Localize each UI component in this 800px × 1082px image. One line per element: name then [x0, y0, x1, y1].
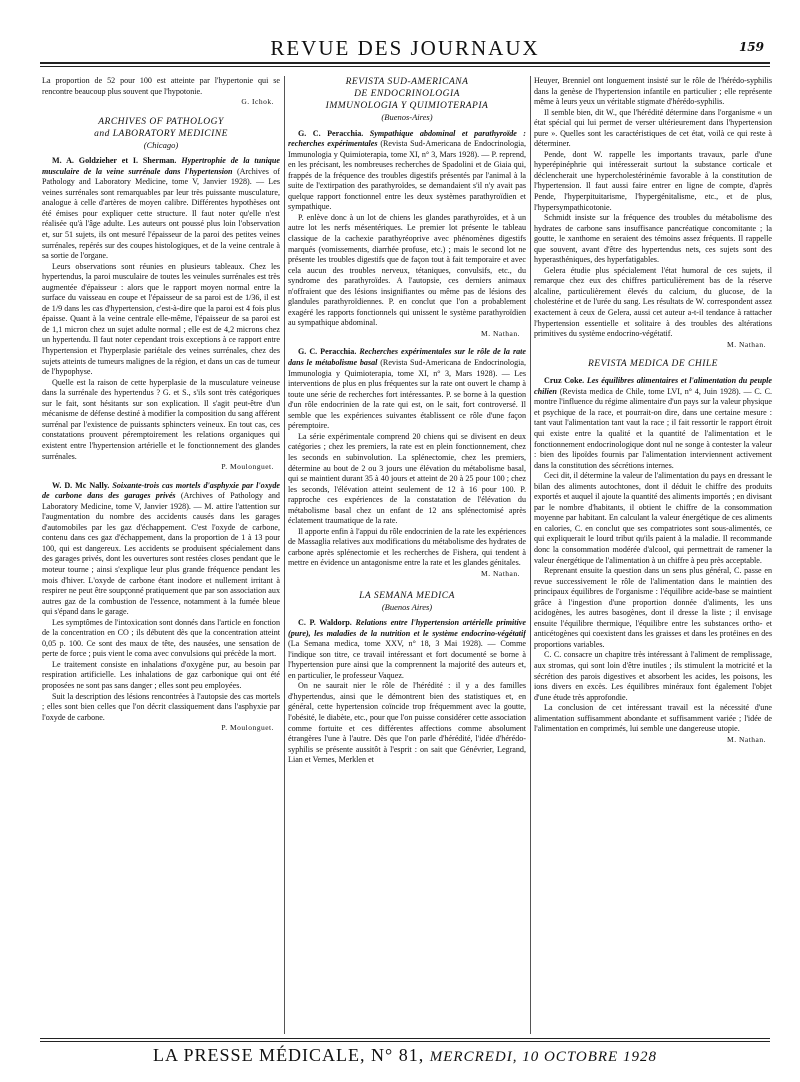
- header-rule: [40, 62, 770, 67]
- signature: P. Moulonguet.: [221, 723, 274, 733]
- page-number: 159: [738, 40, 764, 54]
- article-title: Sympathique abdominal et parathyroïde : recherches expérimentales: [288, 128, 526, 149]
- footer-rule: [40, 1038, 770, 1042]
- article-author: W. D. Mc Nally.: [52, 480, 110, 490]
- article-paragraph: On ne saurait nier le rôle de l'hérédité : il y a des familles d'hypertendus, ainsi que le démontrent bien des statistiques et, en général, cette hypertension coïncide trop fréquemment avec la goutte, l'obésité, le diabète, etc., pour que l'on puisse considérer cette association comme fortuite et ces différentes affections comme absolument étrangères l'une à l'autre. Dès que l'on parle d'hérédité, l'idée d'hérédo-syphilis se présente aussitôt à l'esprit : on sait que Génévrier, Legrand, Lian et Vernes, Merklen et: [288, 681, 526, 765]
- article-paragraph: Le traitement consiste en inhalations d'oxygène pur, au besoin par respiration artificielle. Les inhalations de gaz carbonique qui ont été proposées ne sont pas sans danger ; elles sont peu employées.: [42, 659, 280, 690]
- footer-text: [40, 1045, 770, 1066]
- section-title: LA SEMANA MEDICA: [359, 590, 455, 601]
- article-paragraph: Leurs observations sont réunies en plusieurs tableaux. Chez les hypertendus, la paroi musculaire de toutes les veinules surrénales est très augmentée d'épaisseur : alors que le rapport moyen normal entre la surface du vaisseau en coupe et l'épaisseur de sa paroi est de 1/36, il est de 1/9 dans les cas d'hypertension, c'est-à-dire que la paroi est 4 fois plus épaisse. Quant à la veine centrale elle-même, l'épaisseur de sa paroi est de 1,1 micron chez un sujet adulte normal ; elle est de 4,2 microns chez un hypertendu. Il faut noter cependant trois exceptions à ce rapport entre l'hypertension et l'hyperplasie pariétale des veines surrénales, chez des sujets atteints de tumeurs malignes de la région, et dans un cas de tumeur de l'hypophyse.: [42, 261, 280, 377]
- footer-date: MERCREDI, 10 OCTOBRE 1928: [429, 1049, 657, 1065]
- article-reference: (Revista Sud-Americana de Endocrinologia, Immunologia y Quimioterapia, tome XI, n° 3, Mars 1928). — P. reprend, en les précisant, les nombreuses recherches de Spadolini et de Giaia qui, frappés de la fréquence des troubles digestifs présentés par l'animal à la suite de l'extirpation des parathyroïdes, se demandaient s'il n'y avait pas quelque rapport fonctionnel entre les deux systèmes parathyroïdien et sympathique.: [288, 139, 526, 212]
- intro-paragraph: La proportion de 52 pour 100 est atteinte par l'hypertonie qui se rencontre beaucoup plus souvent que l'hypotonie.: [42, 76, 280, 96]
- article-paragraph: [288, 347, 526, 431]
- column-1: [42, 76, 280, 1034]
- article-paragraph: Les symptômes de l'intoxication sont donnés dans l'article en fonction de la concentration en CO ; ils débutent dès que la concentration atteint 0,05 p. 100. Ce sont des maux de tête, des nausées, une sensation de perte de force ; puis vient le coma avec convulsions qui précède la mort.: [42, 617, 280, 659]
- article-paragraph: Schmidt insiste sur la fréquence des troubles du métabolisme des hydrates de carbone sans insuffisance pancréatique concomitante ; la goutte, le xanthome en seraient des témoins assez fréquents. Il rappelle que souvent, avant d'être des hypertendus nets, ces sujets sont des hyperasthéniques, des hyperfatigables.: [534, 213, 772, 265]
- signature: M. Nathan.: [481, 568, 520, 578]
- article-paragraph: [42, 481, 280, 618]
- column-3: [534, 76, 772, 1034]
- article-paragraph: Suit la description des lésions rencontrées à l'autopsie des cas mortels ; elles sont bien celles que l'on décrit classiquement dans l'asphyxie par l'oxyde de carbone.: [42, 691, 280, 722]
- article-paragraph: [288, 618, 526, 681]
- article-paragraph: [42, 156, 280, 261]
- column-2: [288, 76, 526, 1034]
- section-title: REVISTA MEDICA DE CHILE: [588, 359, 718, 370]
- article-reference: (La Semana medica, tome XXV, n° 18, 3 Mai 1928). — Comme l'indique son titre, ce travail intéressant et fort documenté se borne à l'hypertension pure ainsi que la comprennent la majorité des auteurs et, en particulier, le professeur Vaquez.: [288, 639, 526, 680]
- article-paragraph: [534, 376, 772, 471]
- article-paragraph: Pende, dont W. rappelle les importants travaux, parle d'une hyperépinéphrie qui intéresserait surtout la substance corticale et déclencherait une hypercholestérinémie favorable à la constitution de l'hypertension. Il faut aussi faire entrer en ligne de compte, d'après Pende, l'hyperpituitarisme, l'hypergénitalisme, etc., et de plus, l'hypersympathicotonie.: [534, 149, 772, 212]
- article-paragraph: Ceci dit, il détermine la valeur de l'alimentation du pays en dressant le bilan des aliments autochtones, dont il déduit le chiffre des produits exportés et auquel il ajoute la quantité des aliments importés ; en divisant par le nombre d'habitants, il obtient le chiffre de la consommation moyenne par habitant. En calculant la valeur énergétique de ces aliments en calories, C. en conclut que ses compatriotes sont sous-alimentés, ce qui expliquerait le lourd tribut qu'ils paient à la maladie. Il recommande donc la consommation modérée d'alcool, qui permettrait de ramener la valeur énergétique de l'alimentation à un chiffre à peu près acceptable.: [534, 471, 772, 565]
- article-paragraph: La conclusion de cet intéressant travail est la nécessité d'une alimentation suffisamment abondante et suffisamment variée ; l'idée de l'alimentation en comprimés, lui semble une dangereuse utopie.: [534, 703, 772, 734]
- article-title: Hypertrophie de la tunique musculaire de la veine surrénale dans l'hypertension: [42, 156, 280, 176]
- signature: M. Nathan.: [727, 339, 766, 349]
- signature: M. Nathan.: [727, 734, 766, 744]
- article-author: C. P. Waldorp.: [298, 618, 352, 628]
- signature: M. Nathan.: [481, 328, 520, 338]
- article-paragraph: C. C. consacre un chapitre très intéressant à l'aliment de remplissage, aux stromas, qui sont loin d'être inutiles ; ils stimulent la motricité et la sécrétion des parois digestives et absorbent les acides, les poisons, les ions divers en excès. Les équilibres minéraux font également l'objet d'une étude très approfondie.: [534, 650, 772, 702]
- article-paragraph: La série expérimentale comprend 20 chiens qui se divisent en deux catégories ; chez les premiers, la rate est en plein fonctionnement, chez les seconds en subinvolution. La splénectomie, chez les premiers, détermine au bout de 2 ou 3 jours une élévation du métabolisme basal, qui se maintient durant 35 à 40 jours et atteint de 20 à 25 pour 100 ; chez les seconds, l'élévation atteint seulement de 12 à 16 pour 100. P. rapproche ces expériences de la constatation de l'élévation du métabolisme basal chez un enfant de 12 ans splénectomisé après éclatement traumatique de la rate.: [288, 431, 526, 526]
- signature: G. Ichok.: [241, 97, 274, 107]
- article-author: Cruz Coke.: [544, 376, 585, 386]
- journal-section-title: REVUE DES JOURNAUX: [270, 36, 540, 60]
- article-title: Relations entre l'hypertension artérielle primitive (pure), les maladies de la nutrition et le système endocrino-végétatif: [288, 618, 526, 638]
- article-reference: (Revista Sud-Americana de Endocrinologia, Immunologia y Quimioterapia, tome XI, n° 3, Mars 1928). — Les interventions de plus en plus fréquentes sur la rate ont ouvert le champ à toute une série de recherches fort intéressantes. P. se borne à la question d'un rôle endocrinien de la rate qui est, on le sait, fort controversé. Il semble que les expériences suivantes établissent ce rôle d'une façon péremptoire.: [288, 358, 526, 431]
- signature: P. Moulonguet.: [221, 462, 274, 472]
- section-city: (Buenos Aires): [381, 601, 433, 612]
- section-city: (Chicago): [143, 139, 179, 150]
- article-columns: [42, 76, 772, 1034]
- article-author: M. A. Goldzieher et I. Sherman.: [52, 156, 177, 166]
- page-header: [40, 28, 770, 68]
- article-paragraph: P. enlève donc à un lot de chiens les glandes parathyroïdes, et à un autre lot les nerfs mésentériques. Le premier lot présente le tableau classique de la cachexie parathyréoprive avec phénomènes digestifs marqués (vomissements, diarrhée profuse, etc.) ; mais le second lot ne présente les troubles digestifs que de façon tout à fait temporaire et avec cela aucun des troubles nerveux, tétaniques, convulsifs, etc., du syndrome des parathyroïdes. A l'autopsie, ces derniers animaux n'offraient que des lésions insignifiantes ou même pas de lésions des glandules parathyroïdiennes. P. en conclut que l'on a probablement exagéré les rapports fonctionnels qui unissent le système parathyroïdien au sympathique abdominal.: [288, 212, 526, 328]
- section-city: (Buenos-Aires): [381, 112, 433, 122]
- footer-journal: LA PRESSE MÉDICALE, N° 81,: [153, 1045, 425, 1065]
- article-paragraph: Il semble bien, dit W., que l'hérédité détermine dans l'organisme « un état spécial qui lui permet de verser ultérieurement dans l'hypertension pure ». Quelles sont les caractéristiques de cet état, voilà ce qui reste à déterminer.: [534, 107, 772, 149]
- section-title-line2: DE ENDOCRINOLOGIA: [354, 89, 460, 99]
- article-title: Recherches expérimentales sur le rôle de la rate dans le métabolisme basal: [288, 347, 526, 368]
- page-footer: [40, 1038, 770, 1068]
- article-title: Les équilibres alimentaires et l'alimentation du peuple chilien: [534, 376, 772, 396]
- section-title-line2: and LABORATORY MEDICINE: [94, 128, 228, 139]
- article-author: G. C. Peracchia.: [298, 347, 357, 357]
- article-paragraph: [288, 129, 526, 213]
- article-author: G. C. Peracchia.: [298, 128, 364, 138]
- article-paragraph: Gelera étudie plus spécialement l'état humoral de ces sujets, il remarque chez eux des chiffres particulièrement bas de la réserve alcaline, particulièrement élevés du calcium, du glucose, de la cholestérine et de l'urée du sang. Les résultats de W. correspondent assez exactement à ceux de Gelera, aussi cet auteur a-t-il tendance à rattacher l'hypertension essentielle et solitaire à des troubles des altérations primitives du système endocrino-végétatif.: [534, 265, 772, 339]
- section-title-line3: IMMUNOLOGIA Y QUIMIOTERAPIA: [325, 101, 489, 111]
- section-title: ARCHIVES OF PATHOLOGY: [98, 116, 224, 127]
- article-title: Soixante-trois cas mortels d'asphyxie par l'oxyde de carbone dans des garages privés: [42, 480, 280, 501]
- article-reference: (Archives of Pathology and Laboratory Medicine, tome V, Janvier 1928). — M. attire l'attention sur l'augmentation du nombre des accidents causés dans les garages d'automobiles par les gaz d'échappement. C'est l'oxyde de carbone, contenu dans ces gaz d'échappement, dans la proportion de 1 à 13 pour 100, qui est dangereux. Les accidents se produisent spécialement dans des garages privés, dont les ouvertures sont restées closes pendant que le moteur tourne ; ainsi s'explique leur plus grande fréquence pendant les mois d'hiver. L'oxyde de carbone étant inodore et nullement irritant à respirer ne peut être soupçonné pratiquement que par son association aux autres gaz de la combustion de l'essence, notamment à la fumée bleue qui s'épand dans le garage.: [42, 491, 280, 617]
- section-title: REVISTA SUD-AMERICANA: [345, 77, 469, 87]
- article-paragraph: Quelle est la raison de cette hyperplasie de la musculature veineuse dans la surrénale des hypertendus ? G. et S., s'ils sont très catégoriques sur le fait, sont hésitants sur son explication. Il s'agit peut-être d'un mécanisme de défense destiné à modifier la composition du sang afférent surrénal par l'existence de puissants sphincters veineux. En tout cas, ces constatations prouvent péremptoirement les relations organiques qui existent entre l'hypertension artérielle et le fonctionnement des glandes surrénales.: [42, 377, 280, 461]
- article-paragraph: Reprenant ensuite la question dans un sens plus général, C. passe en revue successivement le rôle de l'alimentation dans le maintien des principaux équilibres de l'organisme : l'équilibre acide-base se maintient grâce à l'ingestion d'une proportion donnée d'aliments, les uns acidogènes, les autres basogènes, dont il dresse la liste ; il envisage ensuite l'équilibre thermique, l'équilibre entre les substances ortho- et anticétogènes qui coexistent dans les graisses et dans les protéines en des proportions variables.: [534, 566, 772, 649]
- article-reference: (Archives of Pathology and Laboratory Medicine, tome V, Janvier 1928). — Les veines surrénales sont remarquables par leur très puissante musculature, analogue à celle d'artères de moyen calibre. Différentes hypothèses ont été émises pour expliquer cette structure. Il faut noter qu'elle n'est réalisée qu'à l'âge adulte. Les auteurs ont poussé plus loin l'observation et, sur 51 sujets, ils ont mesuré l'épaisseur de la paroi des petites veines surrénales, repérés sur des coupes histologiques, et de la veine centrale à sa sortie de l'organe.: [42, 166, 280, 261]
- article-paragraph: Heuyer, Brenniel ont longuement insisté sur le rôle de l'hérédo-syphilis dans la genèse de l'hypertension infantile en particulier ; elle représente même à leurs yeux un véritable stigmate d'hérédo-syphilis.: [534, 76, 772, 107]
- article-paragraph: Il apporte enfin à l'appui du rôle endocrinien de la rate les expériences de Massaglia relatives aux modifications du métabolisme des hydrates de carbone après splénectomie et les recherches de Fishera, qui tendent à mettre en évidence un antagonisme entre la rate et les glandes génitales.: [288, 526, 526, 568]
- article-reference: (Revista medica de Chile, tome LVI, n° 4, Juin 1928). — C. C. montre l'influence du régime alimentaire d'un pays sur la valeur physique et psychique de la race, et pourrait-on dire, dans une certaine mesure : tant vaut l'alimentation tant vaut la race ; il fait ressortir le rapport étroit qui existe entre la qualité et la quantité de l'alimentation et le fonctionnement endocrinologique dont nul ne songe à contester la valeur : bien des lipoïdes fournis par l'alimentation interviennent activement dans la constitution des sécrétions internes.: [534, 386, 772, 470]
